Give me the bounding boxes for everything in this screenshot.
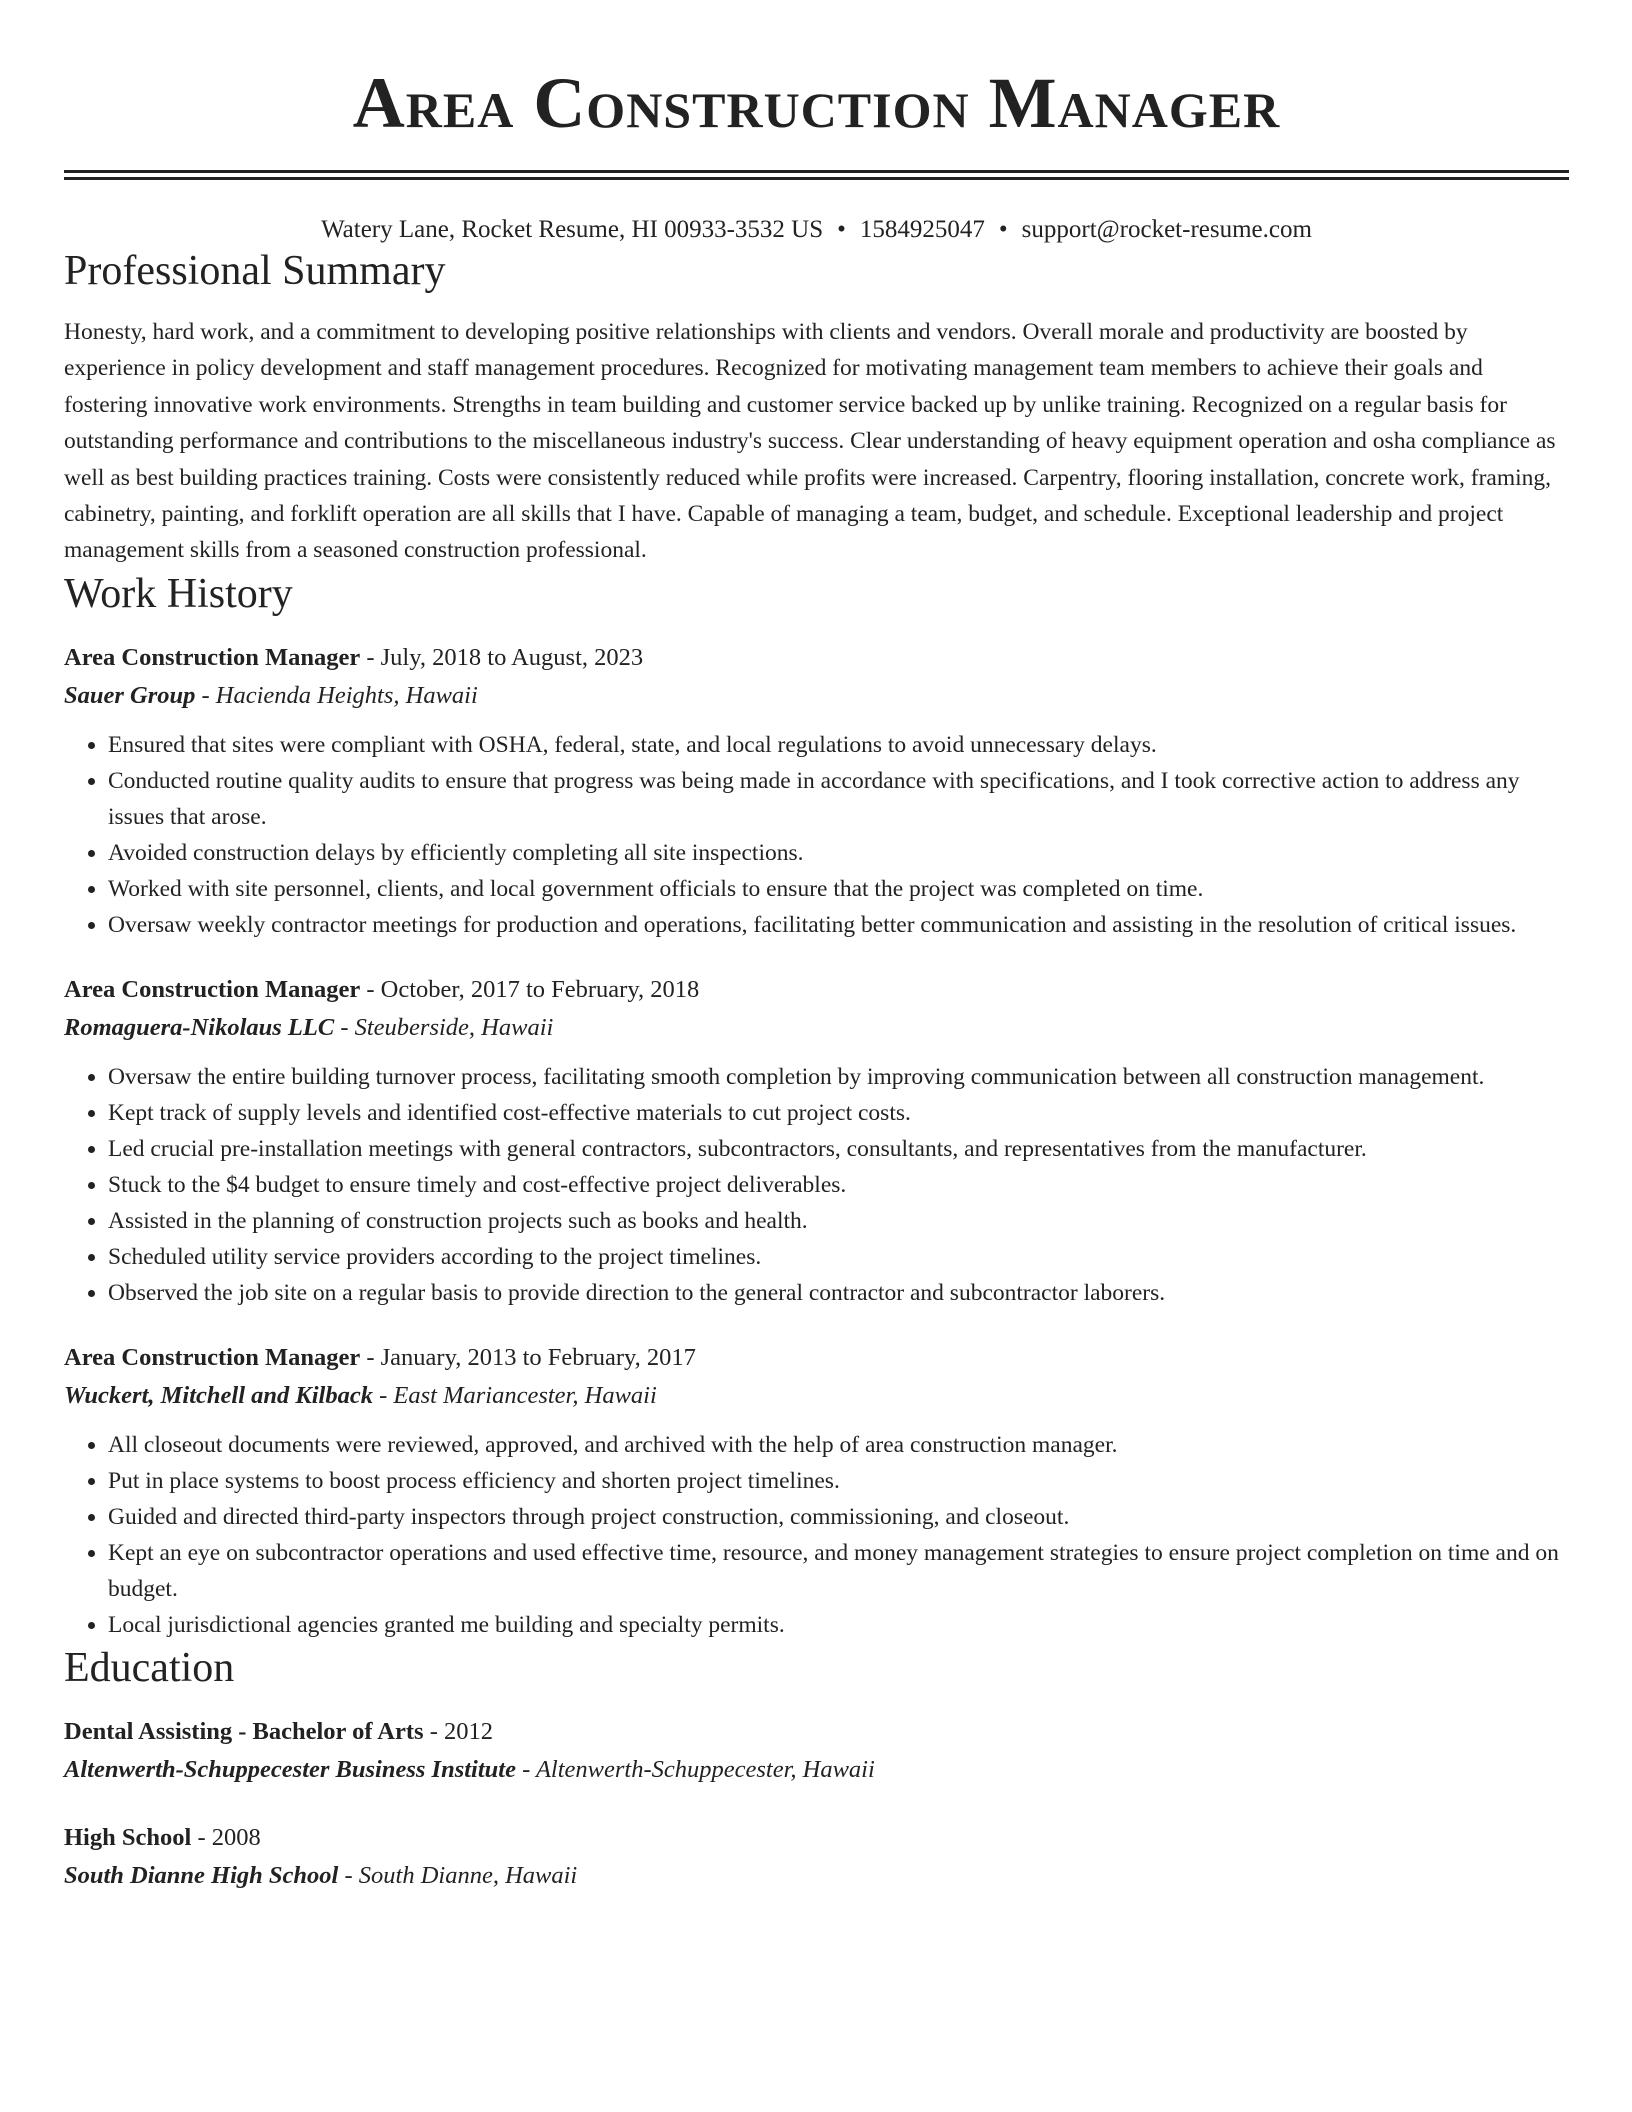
contact-address: Watery Lane, Rocket Resume, HI 00933-3532 US [321,216,824,243]
education-location: - Altenwerth-Schuppecester, Hawaii [515,1755,875,1783]
education-entry [64,1713,1569,1789]
job-dates: - October, 2017 to February, 2018 [360,975,700,1003]
job-bullets [64,1427,1569,1643]
job-company-line [64,677,1569,715]
job-bullet: • Assisted in the planning of construction projects such as books and health. [108,1203,1569,1239]
education-location: - South Dianne, Hawaii [338,1861,578,1889]
job-location: - Steuberside, Hawaii [334,1013,554,1041]
work-history-heading: Work History [64,570,293,617]
job-bullet: • Scheduled utility service providers according to the project timelines. [108,1239,1569,1275]
contact-email: support@rocket-resume.com [1021,216,1312,243]
job-bullet: • Oversaw weekly contractor meetings for production and operations, facilitating better communication and assisting in the resolution of critical issues. [108,907,1569,943]
job-bullet: • Kept track of supply levels and identified cost-effective materials to cut project costs. [108,1095,1569,1131]
contact-separator: • [837,216,846,243]
education-year: - 2008 [191,1823,261,1851]
job-bullet: • Guided and directed third-party inspectors through project construction, commissioning, and closeout. [108,1499,1569,1535]
job-bullet: • Put in place systems to boost process efficiency and shorten project timelines. [108,1463,1569,1499]
education-heading: Education [64,1644,235,1691]
job-bullet: • Oversaw the entire building turnover process, facilitating smooth completion by improving communication between all construction management. [108,1059,1569,1095]
job-company: Romaguera-Nikolaus LLC [64,1013,335,1041]
job-location: - Hacienda Heights, Hawaii [195,681,478,709]
summary-text: Honesty, hard work, and a commitment to developing positive relationships with clients and vendors. Overall morale and productivity are boosted by experience in policy development and staff management procedures. Recognized for motivating management team members to achieve their goals and fostering innovative work environments. Strengths in team building and customer service backed up by unlike training. Recognized on a regular basis for outstanding performance and contributions to the miscellaneous industry's success. Clear understanding of heavy equipment operation and osha compliance as well as best building practices training. Costs were consistently reduced while profits were increased. Carpentry, flooring installation, concrete work, framing, cabinetry, painting, and forklift operation are all skills that I have. Capable of managing a team, budget, and schedule. Exceptional leadership and project management skills from a seasoned construction professional. [64,319,1556,564]
education-school: Altenwerth-Schuppecester Business Institute [64,1755,516,1783]
summary-heading: Professional Summary [64,248,446,294]
contact-separator: • [998,216,1008,243]
job-bullet: • Local jurisdictional agencies granted me building and specialty permits. [108,1607,1569,1643]
job-bullet: • Ensured that sites were compliant with OSHA, federal, state, and local regulations to avoid unnecessary delays. [108,727,1569,763]
job-bullet: • Observed the job site on a regular basis to provide direction to the general contractor and subcontractor laborers. [108,1275,1569,1311]
education-degree-line [64,1713,1569,1751]
resume-page [64,0,1569,1895]
education-degree-line [64,1819,1569,1857]
job-dates: - July, 2018 to August, 2023 [360,643,644,671]
job-company: Wuckert, Mitchell and Kilback [64,1381,373,1409]
job-bullet: • Avoided construction delays by efficiently completing all site inspections. [108,835,1569,871]
job-bullet: • Stuck to the $4 budget to ensure timely and cost-effective project deliverables. [108,1167,1569,1203]
education-entry [64,1819,1569,1895]
job-title: Area Construction Manager [64,1343,361,1371]
education-degree: Dental Assisting - Bachelor of Arts [64,1717,424,1745]
education-year: - 2012 [423,1717,493,1745]
job-bullet: • Conducted routine quality audits to ensure that progress was being made in accordance with specifications, and I took corrective action to address any issues that arose. [108,763,1569,835]
job-title-line [64,971,1569,1009]
job-title: Area Construction Manager [64,643,361,671]
job-bullet: • Worked with site personnel, clients, and local government officials to ensure that the project was completed on time. [108,871,1569,907]
job-bullet: • Led crucial pre-installation meetings with general contractors, subcontractors, consultants, and representatives from the manufacturer. [108,1131,1569,1167]
job-bullets [64,727,1569,943]
job-entry [64,1339,1569,1643]
job-location: - East Mariancester, Hawaii [373,1381,657,1409]
job-bullet: • Kept an eye on subcontractor operations and used effective time, resource, and money management strategies to ensure project completion on time and on budget. [108,1535,1569,1607]
contact-phone: 1584925047 [859,216,985,243]
job-title: Area Construction Manager [64,975,361,1003]
job-dates: - January, 2013 to February, 2017 [360,1343,696,1371]
job-entry [64,639,1569,943]
resume-title: Area Construction Manager [352,63,1281,143]
education-school-line [64,1857,1569,1895]
job-company-line [64,1009,1569,1047]
job-bullet: • All closeout documents were reviewed, approved, and archived with the help of area construction manager. [108,1427,1569,1463]
education-degree: High School [64,1823,192,1851]
education-school-line [64,1751,1569,1789]
job-entry [64,971,1569,1311]
title-divider [64,170,1569,180]
job-bullets [64,1059,1569,1311]
job-title-line [64,639,1569,677]
job-company-line [64,1377,1569,1415]
job-title-line [64,1339,1569,1377]
education-school: South Dianne High School [64,1861,339,1889]
contact-line [64,214,1569,246]
job-company: Sauer Group [64,681,196,709]
